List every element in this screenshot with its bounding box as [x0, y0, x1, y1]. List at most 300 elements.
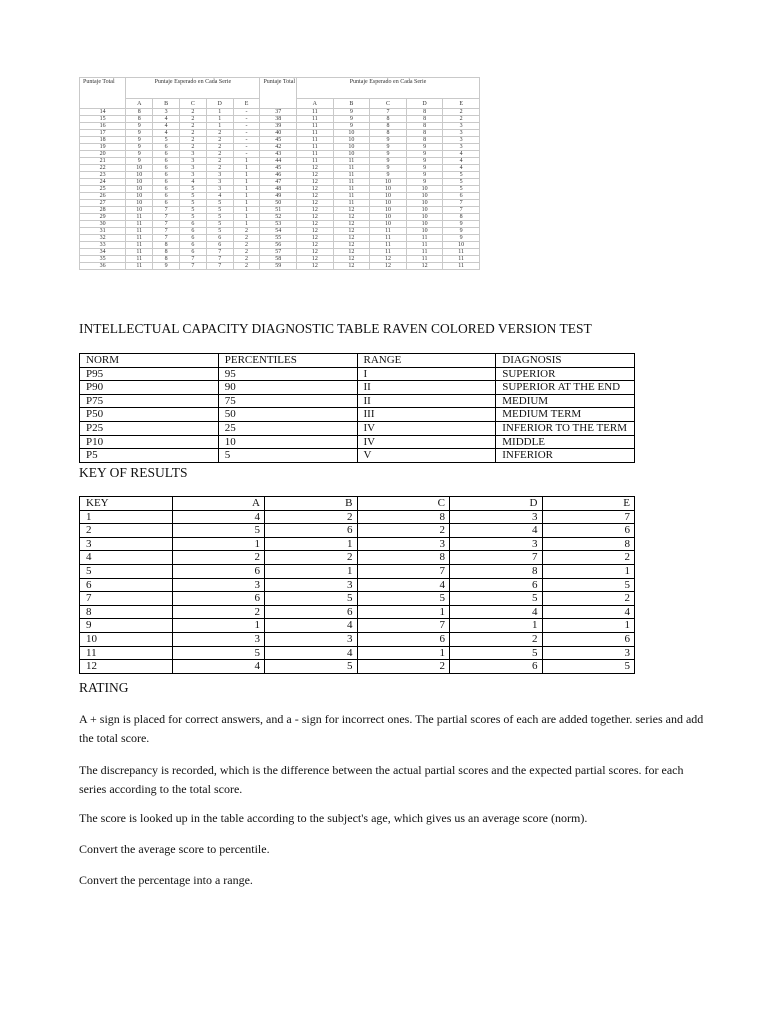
total-score-cell: 48	[260, 186, 297, 193]
expected-score-cell: 10	[126, 165, 153, 172]
expected-score-cell: 5	[206, 207, 233, 214]
expected-score-cell: 11	[443, 263, 480, 270]
expected-score-cell: 11	[297, 130, 334, 137]
expected-score-cell: 10	[333, 144, 370, 151]
expected-score-cell: 5	[443, 172, 480, 179]
rating-paragraph-1: A + sign is placed for correct answers, and a - sign for incorrect ones. The partial scores of each are added together. series and add the total score.	[79, 712, 704, 745]
key-answer-cell: 4	[357, 578, 450, 592]
expected-series-header: Puntaje Esperado en Cada Serie	[126, 78, 260, 99]
expected-score-cell: 8	[406, 109, 443, 116]
expected-score-cell: 7	[206, 256, 233, 263]
expected-score-cell: 2	[179, 109, 206, 116]
expected-score-cell: 10	[443, 242, 480, 249]
expected-score-cell: 9	[370, 158, 407, 165]
expected-score-cell: 12	[297, 172, 334, 179]
key-column-header: KEY	[80, 497, 173, 511]
expected-score-cell: 7	[370, 109, 407, 116]
key-row	[80, 578, 635, 592]
expected-score-cell: 6	[179, 242, 206, 249]
total-score-cell: 33	[80, 242, 126, 249]
expected-score-cell: 9	[126, 137, 153, 144]
expected-score-cell: 10	[370, 214, 407, 221]
key-answer-cell: 5	[450, 592, 543, 606]
norm-cell: P75	[80, 394, 219, 408]
expected-score-cell: 12	[333, 221, 370, 228]
expected-row	[80, 186, 480, 193]
expected-score-cell: 8	[153, 242, 180, 249]
expected-score-cell: 11	[297, 137, 334, 144]
total-score-cell: 31	[80, 228, 126, 235]
expected-score-cell: 2	[206, 130, 233, 137]
expected-score-cell: 11	[370, 235, 407, 242]
expected-score-cell: 9	[370, 172, 407, 179]
total-score-cell: 49	[260, 193, 297, 200]
expected-score-cell: 1	[206, 109, 233, 116]
expected-score-cell: 11	[297, 109, 334, 116]
expected-score-cell: 5	[443, 179, 480, 186]
expected-score-cell: 9	[406, 151, 443, 158]
expected-score-cell: 9	[333, 123, 370, 130]
total-score-cell: 21	[80, 158, 126, 165]
expected-score-cell: 2	[233, 263, 260, 270]
key-number-cell: 3	[80, 537, 173, 551]
key-row	[80, 632, 635, 646]
total-score-cell: 23	[80, 172, 126, 179]
expected-score-cell: 11	[297, 144, 334, 151]
expected-score-cell: 10	[370, 221, 407, 228]
expected-score-cell: 7	[206, 263, 233, 270]
key-answer-cell: 3	[172, 632, 265, 646]
expected-row	[80, 228, 480, 235]
expected-score-cell: 11	[333, 193, 370, 200]
expected-score-cell: 11	[126, 221, 153, 228]
expected-score-cell: 10	[406, 214, 443, 221]
expected-score-cell: 10	[406, 207, 443, 214]
expected-score-cell: 10	[333, 130, 370, 137]
series-c-header: C	[179, 99, 206, 109]
expected-score-cell: 12	[370, 263, 407, 270]
expected-score-cell: 1	[233, 186, 260, 193]
expected-row	[80, 263, 480, 270]
expected-score-cell: -	[233, 137, 260, 144]
expected-row	[80, 130, 480, 137]
series-e-header: E	[233, 99, 260, 109]
percentile-cell: 75	[218, 394, 357, 408]
expected-score-cell: 9	[333, 116, 370, 123]
expected-score-cell: 11	[297, 123, 334, 130]
key-answer-cell: 2	[542, 592, 635, 606]
key-answer-cell: 3	[450, 510, 543, 524]
expected-score-cell: 12	[406, 263, 443, 270]
expected-score-cell: 8	[153, 249, 180, 256]
expected-score-cell: 4	[153, 123, 180, 130]
key-answer-cell: 1	[542, 619, 635, 633]
total-score-cell: 19	[80, 144, 126, 151]
expected-score-cell: 5	[179, 186, 206, 193]
range-cell: I	[357, 367, 496, 381]
expected-score-cell: 11	[126, 256, 153, 263]
expected-score-cell: 10	[370, 179, 407, 186]
key-answer-cell: 5	[450, 646, 543, 660]
expected-score-cell: 7	[179, 263, 206, 270]
key-answer-cell: 3	[265, 578, 358, 592]
key-row	[80, 619, 635, 633]
expected-score-cell: 2	[206, 151, 233, 158]
expected-score-cell: 7	[206, 249, 233, 256]
expected-score-cell: 12	[297, 200, 334, 207]
total-score-cell: 42	[260, 144, 297, 151]
expected-score-cell: 11	[370, 249, 407, 256]
expected-score-cell: 10	[406, 200, 443, 207]
percentile-cell: 10	[218, 435, 357, 449]
expected-score-cell: 12	[333, 263, 370, 270]
expected-score-cell: 6	[179, 235, 206, 242]
key-answer-cell: 6	[172, 564, 265, 578]
expected-score-cell: 11	[297, 151, 334, 158]
key-header-row	[80, 497, 635, 511]
expected-score-cell: 9	[333, 109, 370, 116]
expected-score-cell: 10	[126, 193, 153, 200]
expected-score-cell: 3	[206, 172, 233, 179]
key-answer-cell: 1	[265, 564, 358, 578]
key-number-cell: 2	[80, 524, 173, 538]
norm-cell: P5	[80, 449, 219, 463]
total-score-cell: 24	[80, 179, 126, 186]
key-number-cell: 7	[80, 592, 173, 606]
expected-score-cell: -	[233, 109, 260, 116]
key-answer-cell: 4	[172, 510, 265, 524]
expected-score-cell: 1	[206, 123, 233, 130]
key-answer-cell: 3	[172, 578, 265, 592]
total-score-cell: 36	[80, 263, 126, 270]
expected-score-cell: 8	[443, 214, 480, 221]
expected-score-cell: -	[233, 123, 260, 130]
total-score-cell: 18	[80, 137, 126, 144]
total-score-cell: 39	[260, 123, 297, 130]
expected-score-cell: 9	[443, 221, 480, 228]
expected-score-cell: 4	[179, 179, 206, 186]
expected-scores-sheet	[79, 77, 480, 306]
rating-paragraph-3: The score is looked up in the table according to the subject's age, which gives us an average score (norm).	[79, 811, 588, 825]
expected-score-cell: 11	[333, 165, 370, 172]
key-number-cell: 9	[80, 619, 173, 633]
expected-row	[80, 214, 480, 221]
rating-paragraph-2: The discrepancy is recorded, which is the difference between the actual partial scores and the expected partial scores. for each series according to the total score.	[79, 763, 684, 796]
expected-score-cell: 9	[443, 228, 480, 235]
page-title: INTELLECTUAL CAPACITY DIAGNOSTIC TABLE RAVEN COLORED VERSION TEST	[79, 321, 592, 336]
norm-cell: P95	[80, 367, 219, 381]
diagnosis-cell: MEDIUM TERM	[496, 408, 635, 422]
expected-score-cell: 4	[443, 158, 480, 165]
series-b-header-right: B	[333, 99, 370, 109]
total-score-cell: 16	[80, 123, 126, 130]
expected-score-cell: -	[233, 130, 260, 137]
range-cell: V	[357, 449, 496, 463]
expected-series-row	[80, 99, 480, 109]
expected-score-cell: 12	[297, 228, 334, 235]
expected-score-cell: 1	[233, 158, 260, 165]
expected-score-cell: 10	[370, 193, 407, 200]
norms-header-row	[80, 354, 635, 368]
percentile-cell: 50	[218, 408, 357, 422]
key-answer-cell: 2	[357, 660, 450, 674]
expected-score-cell: 1	[233, 200, 260, 207]
norms-row	[80, 394, 635, 408]
diagnosis-cell: SUPERIOR AT THE END	[496, 381, 635, 395]
key-heading: KEY OF RESULTS	[79, 465, 188, 480]
expected-row	[80, 256, 480, 263]
expected-score-cell: 6	[179, 221, 206, 228]
expected-score-cell: 11	[333, 172, 370, 179]
expected-score-cell: 8	[406, 137, 443, 144]
norms-row	[80, 367, 635, 381]
total-score-cell: 46	[260, 172, 297, 179]
expected-score-cell: 11	[126, 214, 153, 221]
expected-score-cell: 11	[443, 249, 480, 256]
expected-score-cell: 6	[153, 193, 180, 200]
expected-score-cell: 7	[153, 228, 180, 235]
total-score-cell: 35	[80, 256, 126, 263]
total-score-cell: 30	[80, 221, 126, 228]
total-score-cell: 47	[260, 179, 297, 186]
expected-score-cell: 8	[126, 109, 153, 116]
expected-score-cell: 11	[406, 235, 443, 242]
total-score-cell: 44	[260, 158, 297, 165]
expected-score-cell: 5	[206, 221, 233, 228]
expected-score-cell: 6	[153, 200, 180, 207]
expected-score-cell: 2	[179, 130, 206, 137]
expected-score-cell: 3	[179, 151, 206, 158]
series-d-header-right: D	[406, 99, 443, 109]
total-score-cell: 55	[260, 235, 297, 242]
expected-score-cell: 11	[406, 256, 443, 263]
expected-score-cell: 9	[126, 130, 153, 137]
key-answer-cell: 1	[265, 537, 358, 551]
expected-score-cell: 10	[406, 221, 443, 228]
expected-score-cell: 11	[297, 158, 334, 165]
expected-score-cell: 12	[297, 207, 334, 214]
key-row	[80, 660, 635, 674]
expected-row	[80, 151, 480, 158]
expected-score-cell: 9	[406, 158, 443, 165]
key-number-cell: 12	[80, 660, 173, 674]
key-answer-cell: 7	[357, 564, 450, 578]
range-cell: IV	[357, 421, 496, 435]
expected-score-cell: 7	[443, 207, 480, 214]
expected-score-cell: 9	[443, 235, 480, 242]
norm-cell: P10	[80, 435, 219, 449]
expected-score-cell: 9	[126, 123, 153, 130]
total-score-cell: 37	[260, 109, 297, 116]
expected-score-cell: 1	[206, 116, 233, 123]
norms-row	[80, 449, 635, 463]
expected-score-cell: 1	[233, 172, 260, 179]
key-answer-cell: 5	[542, 660, 635, 674]
expected-score-cell: 3	[443, 130, 480, 137]
expected-score-cell: 1	[233, 179, 260, 186]
expected-score-cell: 9	[406, 144, 443, 151]
key-answer-cell: 2	[172, 551, 265, 565]
expected-score-cell: 11	[406, 249, 443, 256]
key-answer-cell: 6	[450, 660, 543, 674]
expected-score-cell: 2	[233, 256, 260, 263]
series-e-header-right: E	[443, 99, 480, 109]
expected-score-cell: 11	[126, 249, 153, 256]
expected-score-cell: 11	[370, 228, 407, 235]
expected-score-cell: 9	[370, 137, 407, 144]
key-answer-cell: 2	[357, 524, 450, 538]
expected-score-cell: 6	[443, 193, 480, 200]
expected-score-cell: 9	[126, 151, 153, 158]
expected-row	[80, 116, 480, 123]
expected-score-cell: 3	[179, 158, 206, 165]
expected-score-cell: 9	[126, 144, 153, 151]
diagnosis-cell: MEDIUM	[496, 394, 635, 408]
range-cell: III	[357, 408, 496, 422]
rating-heading: RATING	[79, 680, 129, 695]
expected-score-cell: 6	[153, 165, 180, 172]
expected-row	[80, 207, 480, 214]
key-answer-cell: 1	[450, 619, 543, 633]
key-row	[80, 510, 635, 524]
total-score-cell: 26	[80, 193, 126, 200]
expected-score-cell: 3	[179, 165, 206, 172]
total-score-cell: 50	[260, 200, 297, 207]
expected-row	[80, 179, 480, 186]
expected-score-cell: 12	[297, 242, 334, 249]
expected-score-cell: 11	[333, 179, 370, 186]
key-row	[80, 646, 635, 660]
expected-score-cell: 5	[153, 137, 180, 144]
norm-cell: P25	[80, 421, 219, 435]
range-cell: II	[357, 394, 496, 408]
expected-score-cell: 11	[406, 242, 443, 249]
series-b-header: B	[153, 99, 180, 109]
expected-score-cell: 6	[153, 158, 180, 165]
total-score-cell: 58	[260, 256, 297, 263]
total-score-cell: 22	[80, 165, 126, 172]
norms-table	[79, 353, 635, 463]
expected-header-row	[80, 78, 480, 99]
key-answer-cell: 1	[172, 619, 265, 633]
key-answer-cell: 3	[357, 537, 450, 551]
rating-paragraph-4: Convert the average score to percentile.	[79, 842, 270, 856]
expected-score-cell: 12	[297, 179, 334, 186]
expected-scores-table	[79, 77, 480, 270]
expected-score-cell: 8	[406, 130, 443, 137]
total-score-cell: 56	[260, 242, 297, 249]
key-row	[80, 524, 635, 538]
expected-score-cell: -	[233, 116, 260, 123]
key-answer-cell: 3	[265, 632, 358, 646]
key-number-cell: 4	[80, 551, 173, 565]
total-score-cell: 32	[80, 235, 126, 242]
expected-score-cell: 8	[370, 130, 407, 137]
key-answer-cell: 2	[265, 510, 358, 524]
expected-score-cell: 2	[179, 137, 206, 144]
diagnosis-cell: INFERIOR	[496, 449, 635, 463]
key-number-cell: 5	[80, 564, 173, 578]
total-score-cell: 40	[260, 130, 297, 137]
expected-score-cell: 12	[333, 214, 370, 221]
total-score-header: Puntaje Total	[80, 78, 126, 99]
expected-score-cell: 7	[179, 256, 206, 263]
expected-score-cell: 3	[443, 137, 480, 144]
key-answer-cell: 8	[357, 510, 450, 524]
key-answer-cell: 7	[542, 510, 635, 524]
key-answer-cell: 7	[450, 551, 543, 565]
rating-paragraph-5: Convert the percentage into a range.	[79, 873, 253, 887]
expected-row	[80, 158, 480, 165]
expected-score-cell: 9	[406, 165, 443, 172]
key-row	[80, 537, 635, 551]
expected-row	[80, 172, 480, 179]
series-d-header: D	[206, 99, 233, 109]
expected-score-cell: 12	[333, 207, 370, 214]
percentile-cell: 5	[218, 449, 357, 463]
expected-score-cell: 7	[153, 235, 180, 242]
expected-row	[80, 123, 480, 130]
norms-row	[80, 408, 635, 422]
expected-score-cell: 10	[126, 186, 153, 193]
diagnosis-cell: SUPERIOR	[496, 367, 635, 381]
total-score-cell: 17	[80, 130, 126, 137]
expected-score-cell: 4	[443, 151, 480, 158]
total-score-cell: 28	[80, 207, 126, 214]
diagnosis-cell: MIDDLE	[496, 435, 635, 449]
expected-score-cell: 10	[370, 200, 407, 207]
key-answer-cell: 1	[542, 564, 635, 578]
key-answer-cell: 8	[357, 551, 450, 565]
key-answer-cell: 2	[450, 632, 543, 646]
expected-score-cell: 11	[333, 158, 370, 165]
a-column-header: A	[172, 497, 265, 511]
expected-score-cell: 7	[153, 214, 180, 221]
expected-score-cell: 6	[153, 172, 180, 179]
total-score-cell: 43	[260, 151, 297, 158]
expected-score-cell: 9	[370, 151, 407, 158]
expected-series-header-right: Puntaje Esperado en Cada Serie	[297, 78, 480, 99]
expected-score-cell: 2	[179, 116, 206, 123]
c-column-header: C	[357, 497, 450, 511]
expected-score-cell: 2	[443, 116, 480, 123]
key-answer-cell: 6	[172, 592, 265, 606]
expected-score-cell: 11	[333, 186, 370, 193]
key-answer-cell: 6	[450, 578, 543, 592]
key-row	[80, 605, 635, 619]
key-answer-cell: 4	[450, 524, 543, 538]
expected-score-cell: 2	[179, 123, 206, 130]
expected-score-cell: 3	[443, 123, 480, 130]
b-column-header: B	[265, 497, 358, 511]
expected-score-cell: 4	[206, 193, 233, 200]
expected-score-cell: 10	[406, 186, 443, 193]
key-answer-cell: 3	[542, 646, 635, 660]
expected-score-cell: 11	[126, 263, 153, 270]
expected-score-cell: 2	[233, 242, 260, 249]
expected-score-cell: 5	[179, 200, 206, 207]
key-answer-cell: 4	[172, 660, 265, 674]
expected-score-cell: 2	[233, 228, 260, 235]
expected-row	[80, 137, 480, 144]
expected-score-cell: 9	[370, 144, 407, 151]
series-c-header-right: C	[370, 99, 407, 109]
expected-score-cell: 6	[153, 179, 180, 186]
expected-score-cell: 10	[126, 172, 153, 179]
total-score-cell: 38	[260, 116, 297, 123]
key-row	[80, 551, 635, 565]
key-answer-cell: 4	[450, 605, 543, 619]
